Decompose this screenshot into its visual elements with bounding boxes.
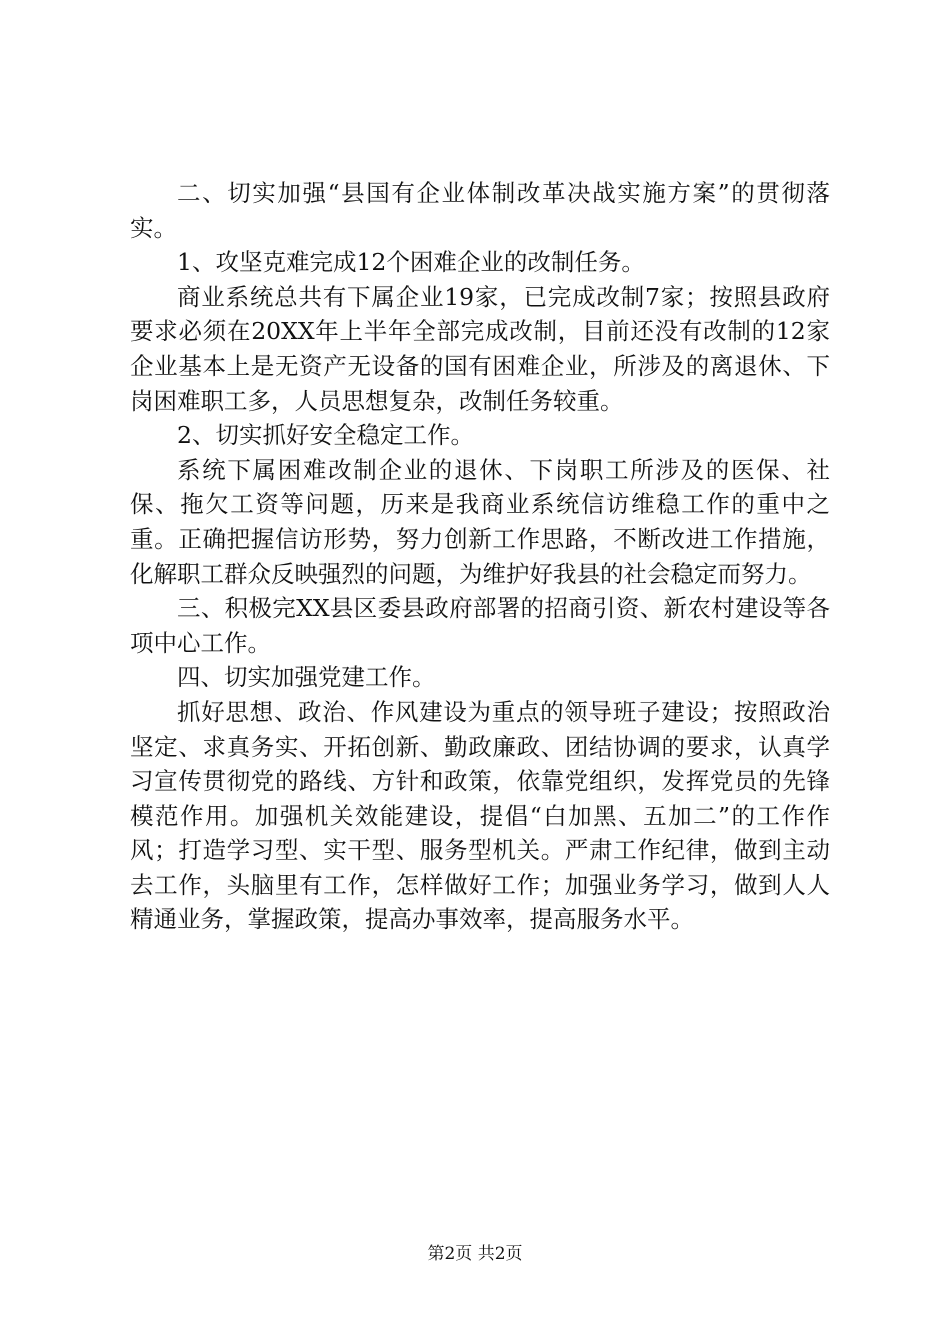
- body-paragraph: 系统下属困难改制企业的退休、下岗职工所涉及的医保、社保、拖欠工资等问题，历来是我商业系统信访维稳工作的重中之重。正确把握信访形势，努力创新工作思路，不断改进工作措施，化解职工群众反映强烈的问题，为维护好我县的社会稳定而努力。: [130, 455, 830, 588]
- subsection-heading-1: 1、攻坚克难完成12个困难企业的改制任务。: [177, 248, 645, 277]
- section-heading-3: 三、积极完XX县区委县政府部署的招商引资、新农村建设等各项中心工作。: [130, 594, 830, 657]
- subsection-heading-2: 2、切实抓好安全稳定工作。: [177, 421, 474, 450]
- page-number-label: 第2页 共2页: [427, 1244, 523, 1264]
- section-heading-2: 二、切实加强“县国有企业体制改革决战实施方案”的贯彻落实。: [130, 179, 830, 242]
- body-paragraph: 抓好思想、政治、作风建设为重点的领导班子建设；按照政治坚定、求真务实、开拓创新、勤政廉政、团结协调的要求，认真学习宣传贯彻党的路线、方针和政策，依靠党组织，发挥党员的先锋模范作用。加强机关效能建设，提倡“白加黑、五加二”的工作作风；打造学习型、实干型、服务型机关。严肃工作纪律，做到主动去工作，头脑里有工作，怎样做好工作；加强业务学习，做到人人精通业务，掌握政策，提高办事效率，提高服务水平。: [130, 697, 830, 934]
- document-body: [130, 176, 830, 937]
- page-footer: [0, 1243, 950, 1265]
- body-paragraph: 商业系统总共有下属企业19家，已完成改制7家；按照县政府要求必须在20XX年上半年全部完成改制，目前还没有改制的12家企业基本上是无资产无设备的国有困难企业，所涉及的离退休、下岗困难职工多，人员思想复杂，改制任务较重。: [130, 282, 830, 415]
- section-heading-4: 四、切实加强党建工作。: [177, 663, 436, 692]
